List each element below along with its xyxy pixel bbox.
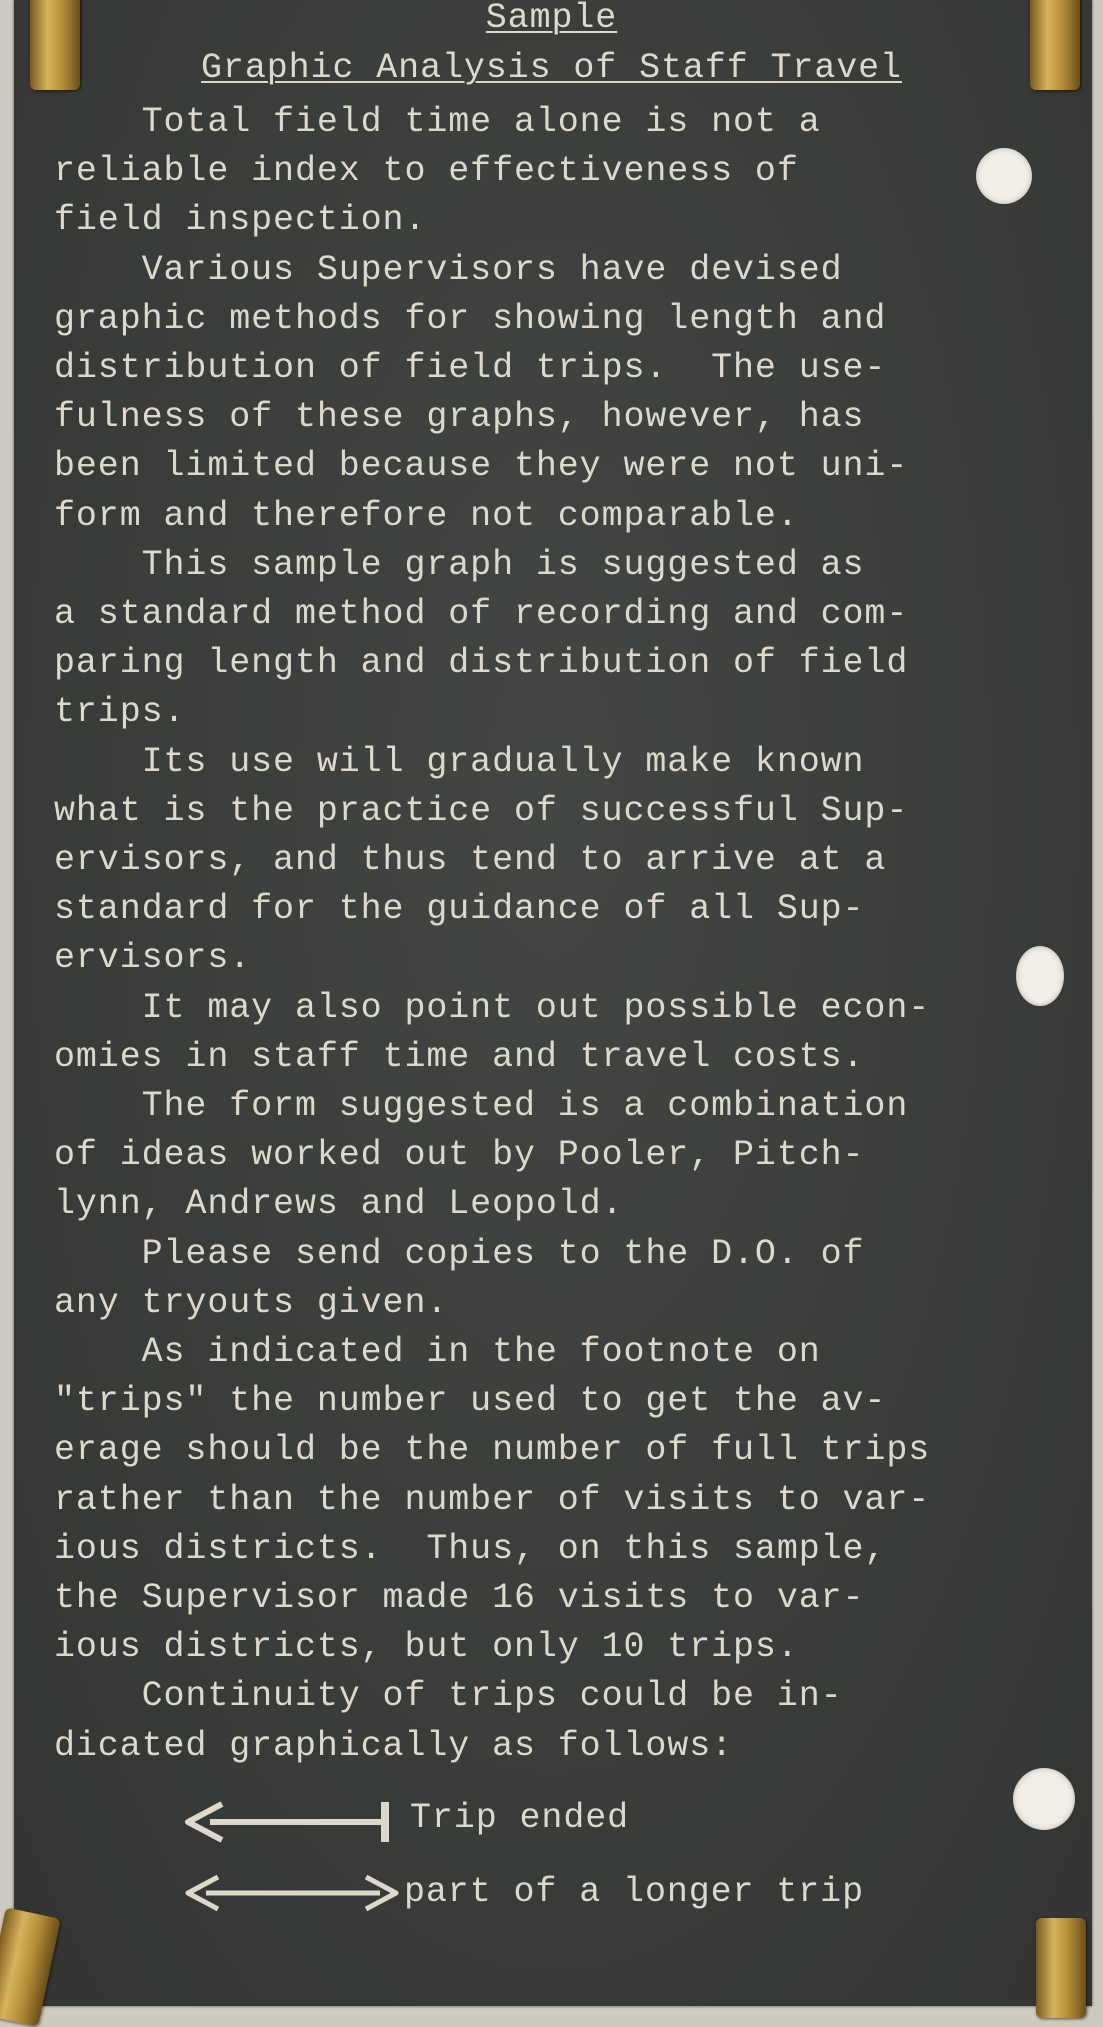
text-line: the Supervisor made 16 visits to var- (54, 1578, 865, 1618)
longer-trip-arrow-icon (180, 1870, 405, 1916)
trip-ended-arrow-icon (180, 1796, 395, 1846)
text-line: reliable index to effectiveness of (54, 151, 799, 192)
document-title: Graphic Analysis of Staff Travel (201, 48, 902, 88)
text-line: dicated graphically as follows: (54, 1725, 734, 1766)
text-line: Continuity of trips could be in- (54, 1676, 843, 1717)
text-line: Total field time alone is not a (54, 102, 821, 142)
text-line: This sample graph is suggested as (54, 544, 865, 585)
text-line: paring length and distribution of field (54, 643, 909, 684)
text-line: The form suggested is a combination (54, 1086, 909, 1126)
text-line: fulness of these graphs, however, has (54, 397, 865, 438)
text-line: erage should be the number of full trips (54, 1430, 931, 1471)
text-line: a standard method of recording and com- (54, 594, 909, 634)
text-line: It may also point out possible econ- (54, 987, 931, 1028)
punch-hole-bottom (1013, 1768, 1075, 1830)
text-line: ious districts, but only 10 trips. (54, 1627, 799, 1668)
legend-label-longer-trip: part of a longer trip (404, 1872, 864, 1912)
text-line: been limited because they were not uni- (54, 446, 909, 487)
text-line: ervisors, and thus tend to arrive at a (54, 840, 887, 880)
text-line: As indicated in the footnote on (54, 1332, 821, 1372)
text-line: rather than the number of visits to var- (54, 1479, 931, 1520)
text-line: ious districts. Thus, on this sample, (54, 1528, 887, 1569)
punch-hole-middle (1016, 946, 1064, 1006)
text-line: Its use will gradually make known (54, 741, 865, 782)
text-line: form and therefore not comparable. (54, 495, 799, 536)
brass-clip-bottom-right (1036, 1918, 1086, 2018)
sample-heading: Sample (485, 0, 618, 38)
text-line: Please send copies to the D.O. of (54, 1233, 865, 1274)
legend-label-trip-ended: Trip ended (410, 1798, 630, 1838)
text-line: graphic methods for showing length and (54, 298, 887, 339)
text-line: what is the practice of successful Sup- (54, 790, 909, 831)
text-line: any tryouts given. (54, 1282, 449, 1323)
text-line: Various Supervisors have devised (54, 249, 843, 290)
text-line: trips. (54, 692, 186, 733)
text-line: ervisors. (54, 938, 252, 979)
text-line: field inspection. (54, 200, 427, 241)
text-line: omies in staff time and travel costs. (54, 1036, 865, 1077)
text-line: of ideas worked out by Pooler, Pitch- (54, 1135, 865, 1176)
text-line: lynn, Andrews and Leopold. (54, 1184, 624, 1225)
text-line: distribution of field trips. The use- (54, 348, 887, 388)
text-line: "trips" the number used to get the av- (54, 1381, 887, 1422)
punch-hole-top (976, 148, 1032, 204)
text-line: standard for the guidance of all Sup- (54, 889, 865, 930)
